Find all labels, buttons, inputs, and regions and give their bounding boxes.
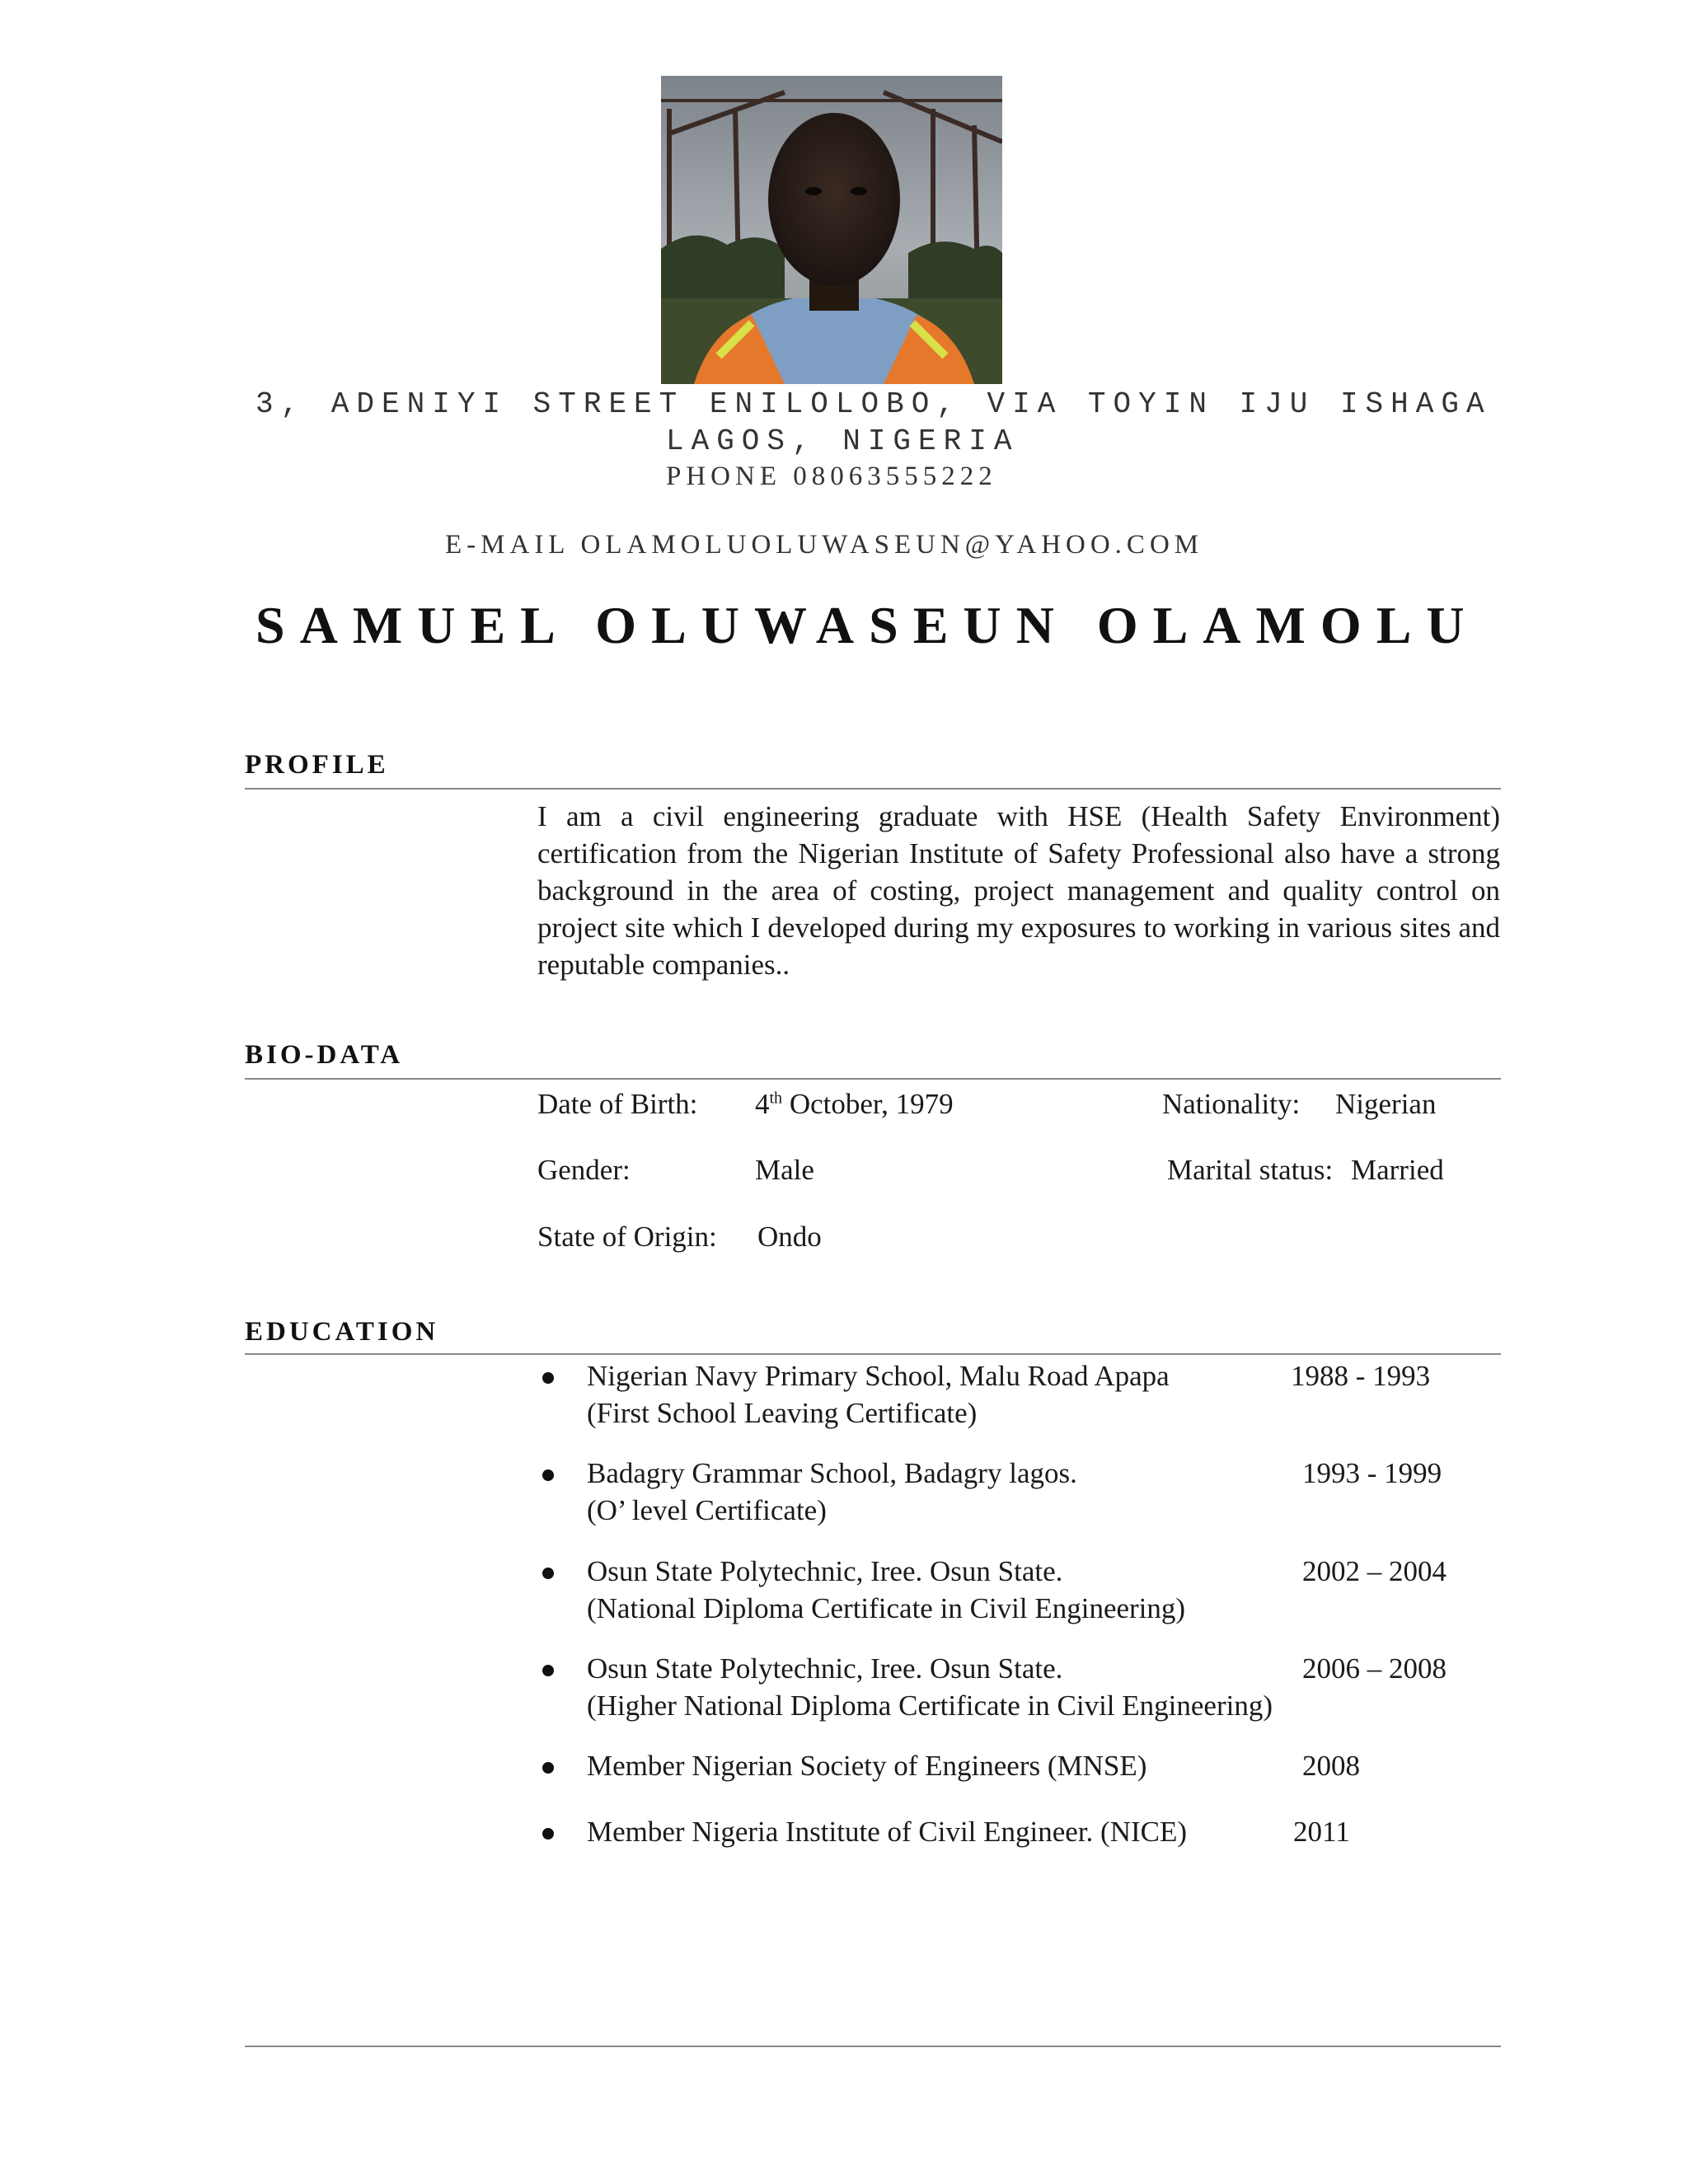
email-address: E-MAIL OLAMOLUOLUWASEUN@YAHOO.COM [445,530,1204,560]
address-line-1: 3, ADENIYI STREET ENILOLOBO, VIA TOYIN IJU ISHAGA [256,387,1492,421]
education-institution: Nigerian Navy Primary School, Malu Road Apapa [587,1360,1170,1392]
marital-value: Married [1351,1154,1444,1186]
gender-label: Gender: [537,1154,631,1186]
education-years: 2002 – 2004 [1302,1555,1447,1587]
profile-photo [661,76,1002,384]
education-years: 2011 [1293,1816,1350,1848]
gender-value: Male [755,1154,814,1186]
candidate-name: SAMUEL OLUWASEUN OLAMOLU [256,596,1479,654]
education-years: 1993 - 1999 [1302,1457,1442,1489]
dob-rest: October, 1979 [782,1088,954,1120]
education-qualification: (Higher National Diploma Certificate in Civil Engineering) [587,1690,1273,1722]
education-years: 2006 – 2008 [1302,1652,1447,1685]
biodata-divider [245,1078,1501,1080]
biodata-heading: BIO-DATA [245,1040,404,1070]
profile-summary: I am a civil engineering graduate with HSE (Health Safety Environment) certification from the Nigerian Institute of Safety Professional also have a strong background in the area of costing, project management and quality control on project site which I developed during my exposures to working in various sites and reputable companies.. [537,800,1500,981]
dob-suffix: th [769,1089,783,1108]
education-qualification: (National Diploma Certificate in Civil Engineering) [587,1592,1186,1624]
bullet-icon [542,1762,554,1774]
education-institution: Badagry Grammar School, Badagry lagos. [587,1457,1077,1489]
nationality-value: Nigerian [1335,1088,1437,1120]
bullet-icon [542,1568,554,1579]
footer-divider [245,2046,1501,2047]
education-institution: Osun State Polytechnic, Iree. Osun State. [587,1555,1063,1587]
profile-heading: PROFILE [245,750,389,780]
dob-day: 4 [755,1088,770,1120]
origin-label: State of Origin: [537,1221,717,1253]
education-institution: Osun State Polytechnic, Iree. Osun State. [587,1652,1063,1685]
phone-number: PHONE 08063555222 [666,462,997,491]
bullet-icon [542,1828,554,1840]
bullet-icon [542,1469,554,1481]
profile-divider [245,788,1501,790]
address-line-2: LAGOS, NIGERIA [666,424,1020,458]
bullet-icon [542,1665,554,1676]
education-qualification: (First School Leaving Certificate) [587,1397,978,1429]
origin-value: Ondo [757,1221,822,1253]
education-heading: EDUCATION [245,1317,439,1347]
marital-label: Marital status: [1167,1154,1334,1186]
education-years: 1988 - 1993 [1291,1360,1431,1392]
education-qualification: (O’ level Certificate) [587,1494,827,1526]
nationality-label: Nationality: [1162,1088,1301,1120]
education-institution: Member Nigeria Institute of Civil Engineer. (NICE) [587,1816,1188,1848]
dob-label: Date of Birth: [537,1088,698,1120]
dob-value [755,1088,954,1121]
bullet-icon [542,1372,554,1384]
education-divider [245,1353,1501,1355]
education-institution: Member Nigerian Society of Engineers (MNSE) [587,1750,1147,1782]
education-years: 2008 [1302,1750,1360,1782]
portrait-image [661,76,1002,384]
